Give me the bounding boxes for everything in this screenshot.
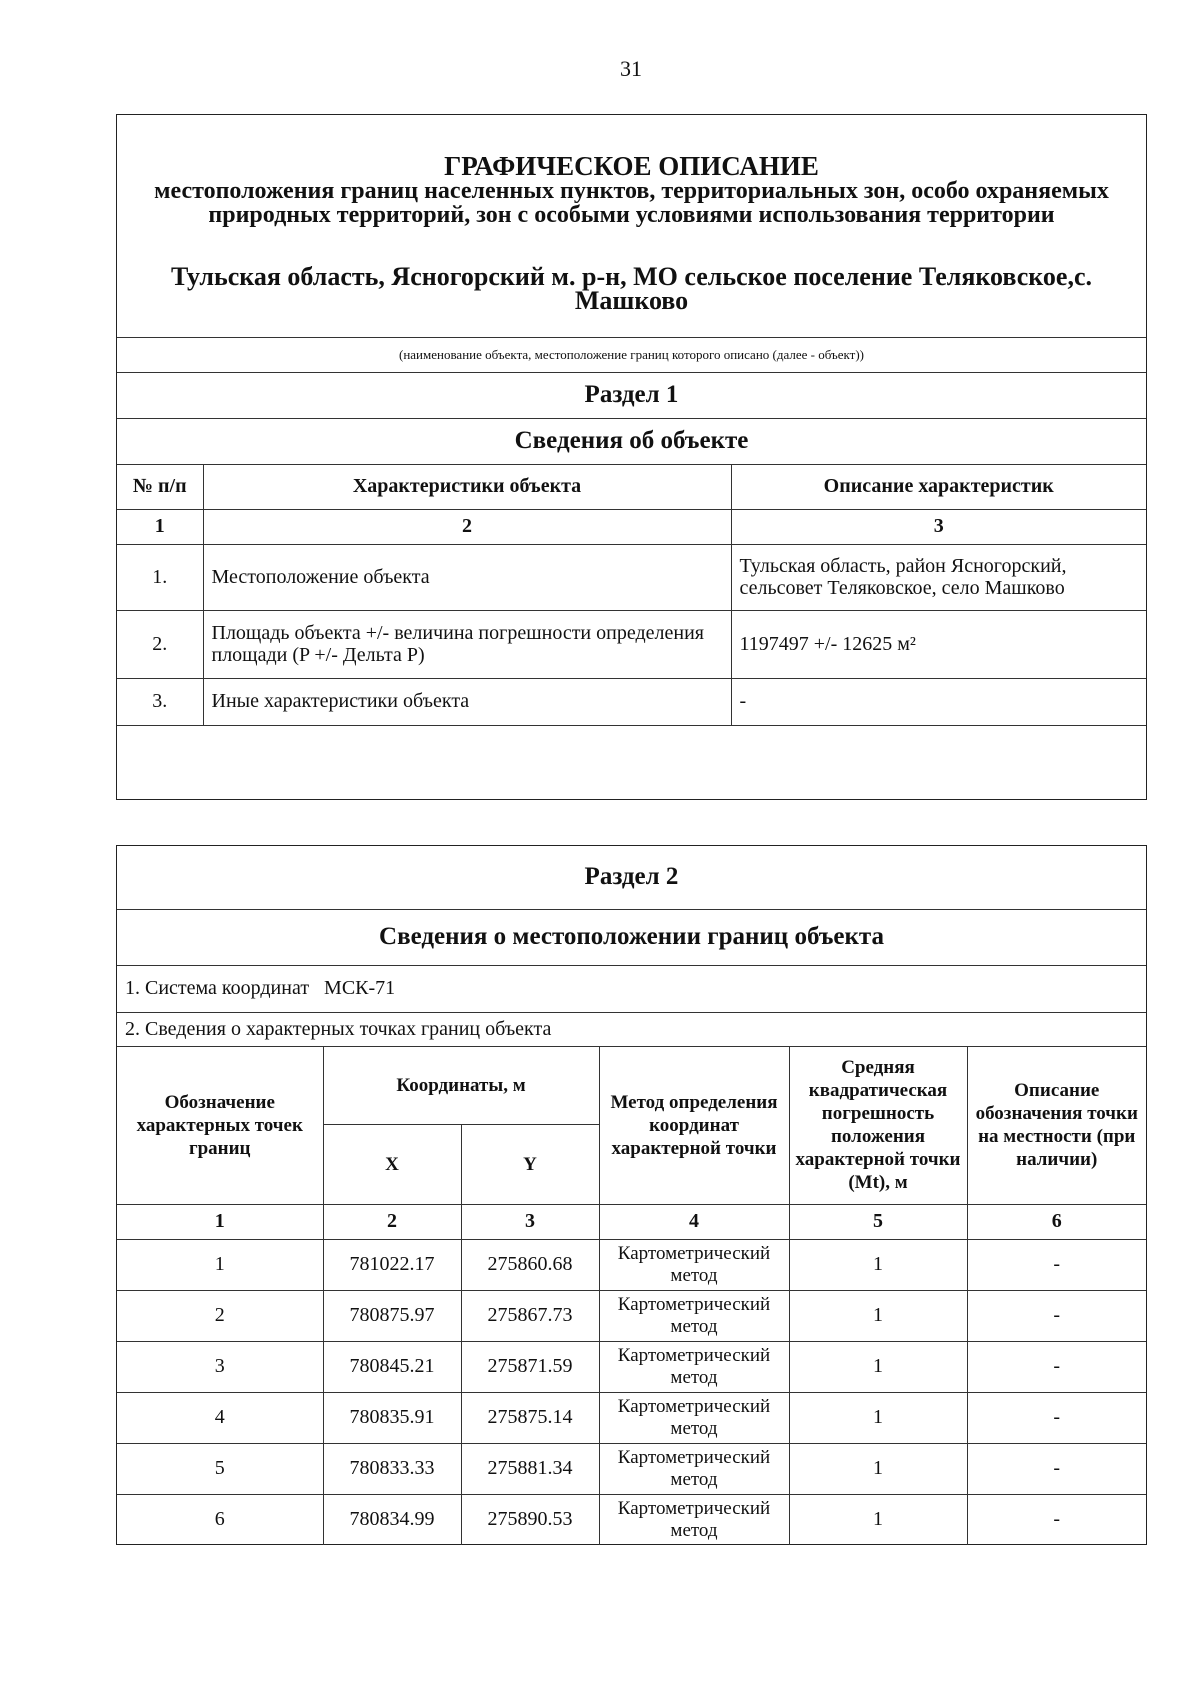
table-row: [117, 1443, 1146, 1494]
column-number: 1: [117, 1204, 323, 1239]
document-title: ГРАФИЧЕСКОЕ ОПИСАНИЕ: [444, 150, 819, 181]
point-id: 6: [117, 1494, 323, 1545]
point-error: 1: [789, 1392, 967, 1443]
point-description: -: [967, 1494, 1146, 1545]
point-method: Картометрический метод: [599, 1494, 789, 1545]
point-y: 275871.59: [461, 1341, 599, 1392]
points-title: 2. Сведения о характерных точках границ объекта: [117, 1012, 1146, 1046]
point-y: 275860.68: [461, 1239, 599, 1290]
point-id: 2: [117, 1290, 323, 1341]
column-header: Описание характеристик: [731, 464, 1146, 509]
document-header: [117, 115, 1146, 337]
row-number: 2.: [117, 610, 203, 678]
point-method: Картометрический метод: [599, 1239, 789, 1290]
header-point: Обозначение характерных точек границ: [117, 1046, 323, 1204]
header-coords: Координаты, м: [323, 1046, 599, 1124]
table-row: [117, 1239, 1146, 1290]
point-method: Картометрический метод: [599, 1341, 789, 1392]
row-description: -: [731, 678, 1146, 725]
column-header: № п/п: [117, 464, 203, 509]
point-error: 1: [789, 1341, 967, 1392]
point-description: -: [967, 1392, 1146, 1443]
point-x: 781022.17: [323, 1239, 461, 1290]
column-number: 3: [731, 509, 1146, 544]
column-number: 2: [203, 509, 731, 544]
header-x: X: [323, 1124, 461, 1204]
table-row: [117, 678, 1146, 725]
column-number: 6: [967, 1204, 1146, 1239]
point-y: 275875.14: [461, 1392, 599, 1443]
point-error: 1: [789, 1239, 967, 1290]
page-number: 31: [620, 56, 642, 81]
row-description: 1197497 +/- 12625 м²: [731, 610, 1146, 678]
point-error: 1: [789, 1494, 967, 1545]
point-description: -: [967, 1443, 1146, 1494]
row-number: 1.: [117, 544, 203, 610]
section2-header-row: [117, 1046, 1146, 1124]
point-description: -: [967, 1341, 1146, 1392]
column-number: 1: [117, 509, 203, 544]
point-id: 3: [117, 1341, 323, 1392]
object-info-block: [116, 114, 1147, 800]
document-subtitle: местоположения границ населенных пунктов, территориальных зон, особо охраняемых природных территорий, зон с особыми условиями использования территории: [154, 177, 1109, 228]
boundary-points-table: [117, 846, 1146, 1545]
point-error: 1: [789, 1290, 967, 1341]
empty-row: [117, 725, 1146, 799]
section1-subtitle: Сведения об объекте: [117, 418, 1146, 464]
column-number: 3: [461, 1204, 599, 1239]
coordinate-system: 1. Система координат МСК-71: [117, 965, 1146, 1012]
column-number: 5: [789, 1204, 967, 1239]
header-y: Y: [461, 1124, 599, 1204]
point-description: -: [967, 1239, 1146, 1290]
point-y: 275890.53: [461, 1494, 599, 1545]
object-caption: (наименование объекта, местоположение границ которого описано (далее - объект)): [117, 337, 1146, 372]
boundary-points-block: [116, 845, 1147, 1545]
point-y: 275881.34: [461, 1443, 599, 1494]
table-row: [117, 610, 1146, 678]
table-row: [117, 1341, 1146, 1392]
point-x: 780833.33: [323, 1443, 461, 1494]
row-characteristic: Площадь объекта +/- величина погрешности определения площади (P +/- Дельта P): [203, 610, 731, 678]
table-row: [117, 1392, 1146, 1443]
table-row: [117, 1290, 1146, 1341]
section1-number-row: [117, 509, 1146, 544]
column-number: 4: [599, 1204, 789, 1239]
row-number: 3.: [117, 678, 203, 725]
point-x: 780834.99: [323, 1494, 461, 1545]
header-error: Средняя квадратическая погрешность положения характерной точки (Mt), м: [789, 1046, 967, 1204]
point-y: 275867.73: [461, 1290, 599, 1341]
table-row: [117, 544, 1146, 610]
point-error: 1: [789, 1443, 967, 1494]
column-number: 2: [323, 1204, 461, 1239]
header-description: Описание обозначения точки на местности (при наличии): [967, 1046, 1146, 1204]
point-id: 1: [117, 1239, 323, 1290]
object-info-table: [117, 115, 1146, 799]
column-header: Характеристики объекта: [203, 464, 731, 509]
row-characteristic: Местоположение объекта: [203, 544, 731, 610]
point-x: 780845.21: [323, 1341, 461, 1392]
row-characteristic: Иные характеристики объекта: [203, 678, 731, 725]
section1-title: Раздел 1: [117, 372, 1146, 418]
point-id: 4: [117, 1392, 323, 1443]
section1-header-row: [117, 464, 1146, 509]
object-location-title: Тульская область, Ясногорский м. р-н, МО сельское поселение Теляковское,с. Машково: [170, 261, 1092, 315]
point-method: Картометрический метод: [599, 1290, 789, 1341]
point-method: Картометрический метод: [599, 1392, 789, 1443]
point-id: 5: [117, 1443, 323, 1494]
point-method: Картометрический метод: [599, 1443, 789, 1494]
header-method: Метод определения координат характерной точки: [599, 1046, 789, 1204]
point-description: -: [967, 1290, 1146, 1341]
section2-number-row: [117, 1204, 1146, 1239]
point-x: 780875.97: [323, 1290, 461, 1341]
section2-title: Раздел 2: [117, 846, 1146, 909]
table-row: [117, 1494, 1146, 1545]
row-description: Тульская область, район Ясногорский, сельсовет Теляковское, село Машково: [731, 544, 1146, 610]
section2-subtitle: Сведения о местоположении границ объекта: [117, 909, 1146, 965]
point-x: 780835.91: [323, 1392, 461, 1443]
